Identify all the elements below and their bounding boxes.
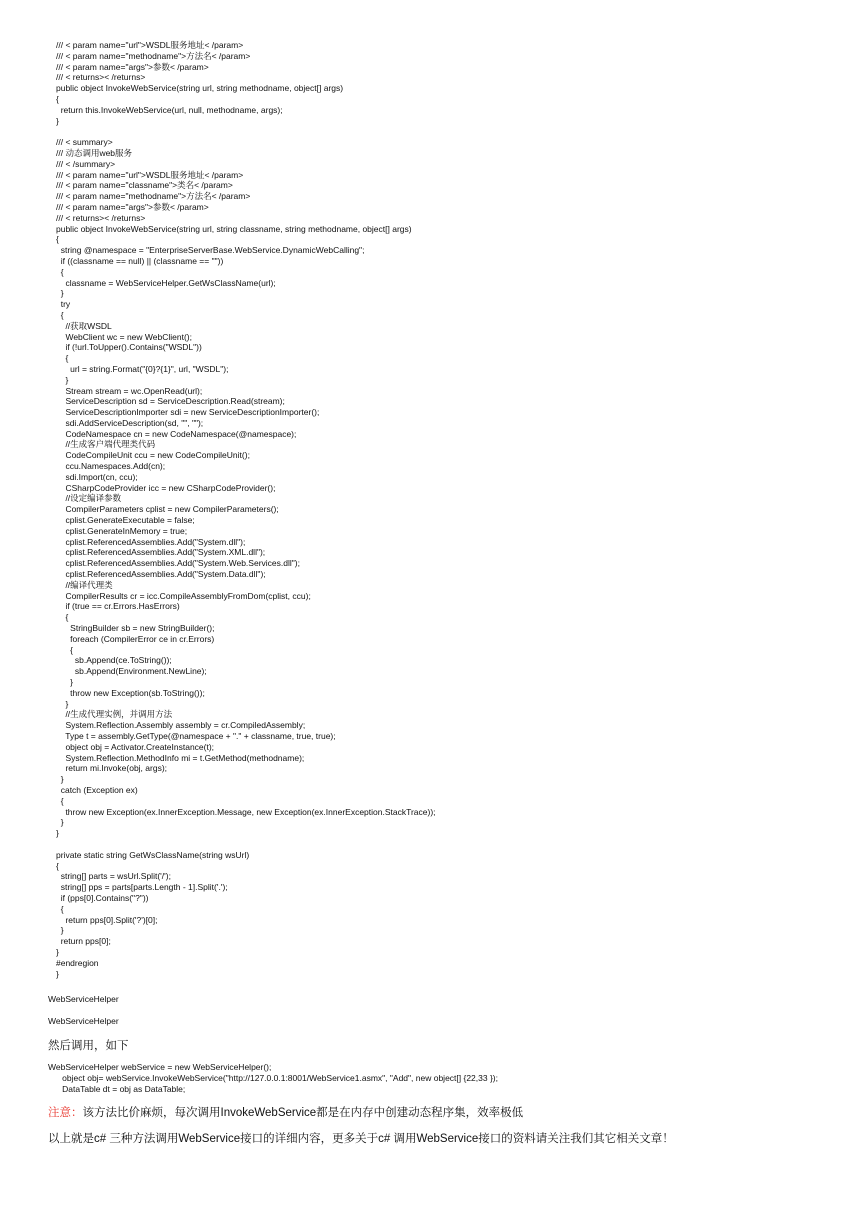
code-line: /// < returns>< /returns> [56, 212, 146, 223]
code-line: { [56, 612, 69, 623]
code-line: object obj = Activator.CreateInstance(t); [56, 741, 215, 752]
code-line: if (!url.ToUpper().Contains("WSDL")) [56, 342, 202, 353]
code-line: WebClient wc = new WebClient(); [56, 331, 192, 342]
code-line: public object InvokeWebService(string url, string methodname, object[] args) [56, 83, 344, 94]
code-line: { [56, 93, 59, 104]
code-line: /// < /summary> [56, 158, 116, 169]
code-line: string[] pps = parts[parts.Length - 1].Split('.'); [56, 882, 228, 893]
code-line: string[] parts = wsUrl.Split('/'); [56, 871, 171, 882]
usage-line: DataTable dt = obj as DataTable; [48, 1083, 186, 1094]
code-line: Stream stream = wc.OpenRead(url); [56, 385, 203, 396]
code-line: Type t = assembly.GetType(@namespace + "." + classname, true, true); [56, 731, 336, 741]
code-line: } [56, 677, 74, 688]
code-line: } [56, 774, 64, 785]
code-line: url = string.Format("{0}?{1}", url, "WSDL"); [56, 363, 229, 374]
code-line: } [56, 288, 64, 299]
usage-line: WebServiceHelper webService = new WebServiceHelper(); [48, 1062, 272, 1072]
code-line: sdi.Import(cn, ccu); [56, 471, 138, 482]
code-line: /// < param name="methodname">方法名< /param> [56, 191, 251, 202]
code-line: return pps[0].Split('?')[0]; [56, 914, 158, 925]
code-line: { [56, 644, 74, 655]
code-line: CompilerResults cr = icc.CompileAssemblyFromDom(cplist, ccu); [56, 590, 311, 601]
code-line: /// 动态调用web服务 [56, 147, 133, 158]
code-line: } [56, 698, 69, 709]
code-line: return this.InvokeWebService(url, null, methodname, args); [56, 104, 283, 115]
code-line: { [56, 309, 64, 320]
usage-line: object obj= webService.InvokeWebService("http://127.0.0.1:8001/WebService1.asmx", "Add", new object[] {22,33 }); [48, 1072, 498, 1083]
note-label: 注意： [48, 1107, 83, 1119]
code-line: try [56, 299, 71, 310]
code-line: StringBuilder sb = new StringBuilder(); [56, 623, 215, 634]
code-line: cplist.ReferencedAssemblies.Add("System.XML.dll"); [56, 547, 266, 558]
code-line: return pps[0]; [56, 936, 111, 947]
code-line: if ((classname == null) || (classname == "")) [56, 255, 224, 266]
code-line: /// < param name="url">WSDL服务地址< /param> [56, 40, 244, 50]
usage-code-block [48, 1062, 498, 1094]
code-line: System.Reflection.Assembly assembly = cr.CompiledAssembly; [56, 720, 306, 731]
code-line: CSharpCodeProvider icc = new CSharpCodeProvider(); [56, 482, 276, 493]
then-call-text: 然后调用，如下 [48, 1040, 129, 1052]
note-paragraph [48, 1104, 523, 1120]
code-line: sb.Append(ce.ToString()); [56, 655, 172, 666]
code-line: { [56, 234, 59, 245]
code-line: //获取WSDL [56, 320, 112, 331]
class-label-repeat: WebServiceHelper [48, 1016, 119, 1026]
code-line: private static string GetWsClassName(string wsUrl) [56, 849, 250, 860]
code-line: throw new Exception(ex.InnerException.Message, new Exception(ex.InnerException.StackTrace)); [56, 806, 436, 817]
code-line: /// < param name="classname">类名< /param> [56, 180, 233, 191]
code-line: /// < param name="url">WSDL服务地址< /param> [56, 169, 244, 180]
code-line: if (pps[0].Contains("?")) [56, 892, 149, 903]
code-line: } [56, 817, 64, 828]
code-line: cplist.ReferencedAssemblies.Add("System.Data.dll"); [56, 569, 266, 580]
code-line: { [56, 903, 64, 914]
code-line: foreach (CompilerError ce in cr.Errors) [56, 633, 215, 644]
code-block [56, 40, 856, 979]
code-line: System.Reflection.MethodInfo mi = t.GetMethod(methodname); [56, 752, 305, 763]
code-line: cplist.ReferencedAssemblies.Add("System.Web.Services.dll"); [56, 558, 300, 569]
code-line: /// < returns>< /returns> [56, 72, 146, 83]
code-line: #endregion [56, 957, 99, 968]
code-line: } [56, 925, 64, 936]
code-line: } [56, 968, 59, 979]
code-line: { [56, 860, 59, 871]
code-line: CodeNamespace cn = new CodeNamespace(@namespace); [56, 428, 297, 439]
code-line: //编译代理类 [56, 579, 113, 590]
code-line: ServiceDescriptionImporter sdi = new ServiceDescriptionImporter(); [56, 407, 320, 418]
code-line: public object InvokeWebService(string url, string classname, string methodname, object[] args) [56, 223, 412, 234]
code-line: CodeCompileUnit ccu = new CodeCompileUnit(); [56, 450, 250, 461]
code-line: string @namespace = "EnterpriseServerBase.WebService.DynamicWebCalling"; [56, 245, 365, 256]
code-line: //设定编译参数 [56, 493, 122, 504]
code-line: //生成代理实例，并调用方法 [56, 709, 173, 720]
code-line: } [56, 115, 59, 126]
code-line: CompilerParameters cplist = new CompilerParameters(); [56, 504, 279, 515]
code-line: return mi.Invoke(obj, args); [56, 763, 168, 774]
code-line: /// < param name="methodname">方法名< /param> [56, 50, 251, 61]
code-line: ccu.Namespaces.Add(cn); [56, 461, 166, 472]
code-line: /// < summary> [56, 137, 113, 148]
code-line: classname = WebServiceHelper.GetWsClassName(url); [56, 277, 276, 288]
code-line: sdi.AddServiceDescription(sd, "", ""); [56, 417, 204, 428]
code-line: sb.Append(Environment.NewLine); [56, 666, 207, 677]
code-line: { [56, 795, 64, 806]
code-line: cplist.GenerateExecutable = false; [56, 515, 195, 526]
summary-paragraph: 以上就是c# 三种方法调用WebService接口的详细内容，更多关于c# 调用WebService接口的资料请关注我们其它相关文章！ [48, 1133, 674, 1145]
code-line: cplist.GenerateInMemory = true; [56, 525, 188, 536]
class-label: WebServiceHelper [48, 994, 119, 1004]
code-line: cplist.ReferencedAssemblies.Add("System.dll"); [56, 536, 246, 547]
code-line: } [56, 828, 59, 839]
code-line: } [56, 374, 69, 385]
code-line: catch (Exception ex) [56, 784, 138, 795]
note-text: 该方法比价麻烦，每次调用InvokeWebService都是在内存中创建动态程序集，效率极低 [82, 1107, 524, 1119]
code-line [56, 839, 856, 850]
code-line: ServiceDescription sd = ServiceDescription.Read(stream); [56, 396, 285, 407]
code-line: { [56, 266, 64, 277]
code-line: /// < param name="args">参数< /param> [56, 201, 209, 212]
code-line: throw new Exception(sb.ToString()); [56, 687, 205, 698]
code-line: //生成客户端代理类代码 [56, 439, 156, 450]
code-line [56, 126, 856, 137]
code-line: /// < param name="args">参数< /param> [56, 61, 209, 72]
code-line: if (true == cr.Errors.HasErrors) [56, 601, 180, 612]
code-line: { [56, 353, 69, 364]
code-line: } [56, 946, 59, 957]
